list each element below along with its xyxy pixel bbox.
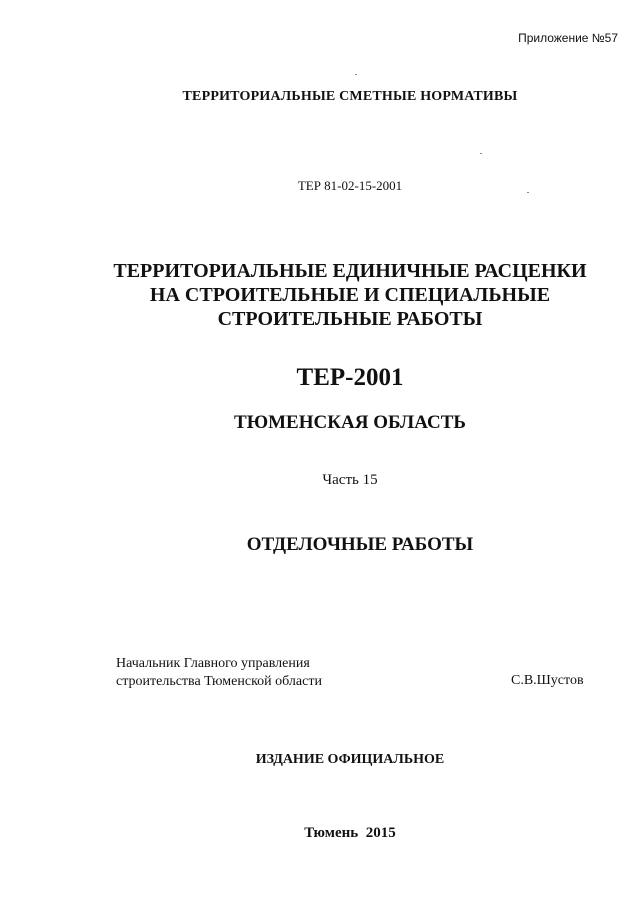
scan-speck [355, 74, 357, 75]
part-number: Часть 15 [322, 472, 378, 488]
scan-speck [527, 192, 529, 193]
document-header: ТЕРРИТОРИАЛЬНЫЕ СМЕТНЫЕ НОРМАТИВЫ [182, 89, 518, 104]
title-line-2: НА СТРОИТЕЛЬНЫЕ И СПЕЦИАЛЬНЫЕ [149, 284, 551, 306]
title-line-1: ТЕРРИТОРИАЛЬНЫЕ ЕДИНИЧНЫЕ РАСЦЕНКИ [113, 260, 587, 282]
section-title: ОТДЕЛОЧНЫЕ РАБОТЫ [246, 534, 474, 555]
ter-designation: ТЕР-2001 [296, 364, 404, 391]
city-year: Тюмень 2015 [304, 825, 396, 841]
document-title [30, 259, 640, 331]
signer-position [116, 655, 322, 691]
region-name: ТЮМЕНСКАЯ ОБЛАСТЬ [234, 412, 466, 433]
signer-line-1: Начальник Главного управления [116, 656, 310, 671]
edition-label: ИЗДАНИЕ ОФИЦИАЛЬНОЕ [255, 752, 445, 767]
document-code: ТЕР 81-02-15-2001 [297, 178, 403, 193]
appendix-number: Приложение №57 [518, 31, 618, 45]
signer-line-2: строительства Тюменской области [116, 674, 322, 689]
scan-speck [480, 153, 482, 154]
signer-name: С.В.Шустов [511, 673, 584, 688]
title-line-3: СТРОИТЕЛЬНЫЕ РАБОТЫ [217, 308, 483, 330]
